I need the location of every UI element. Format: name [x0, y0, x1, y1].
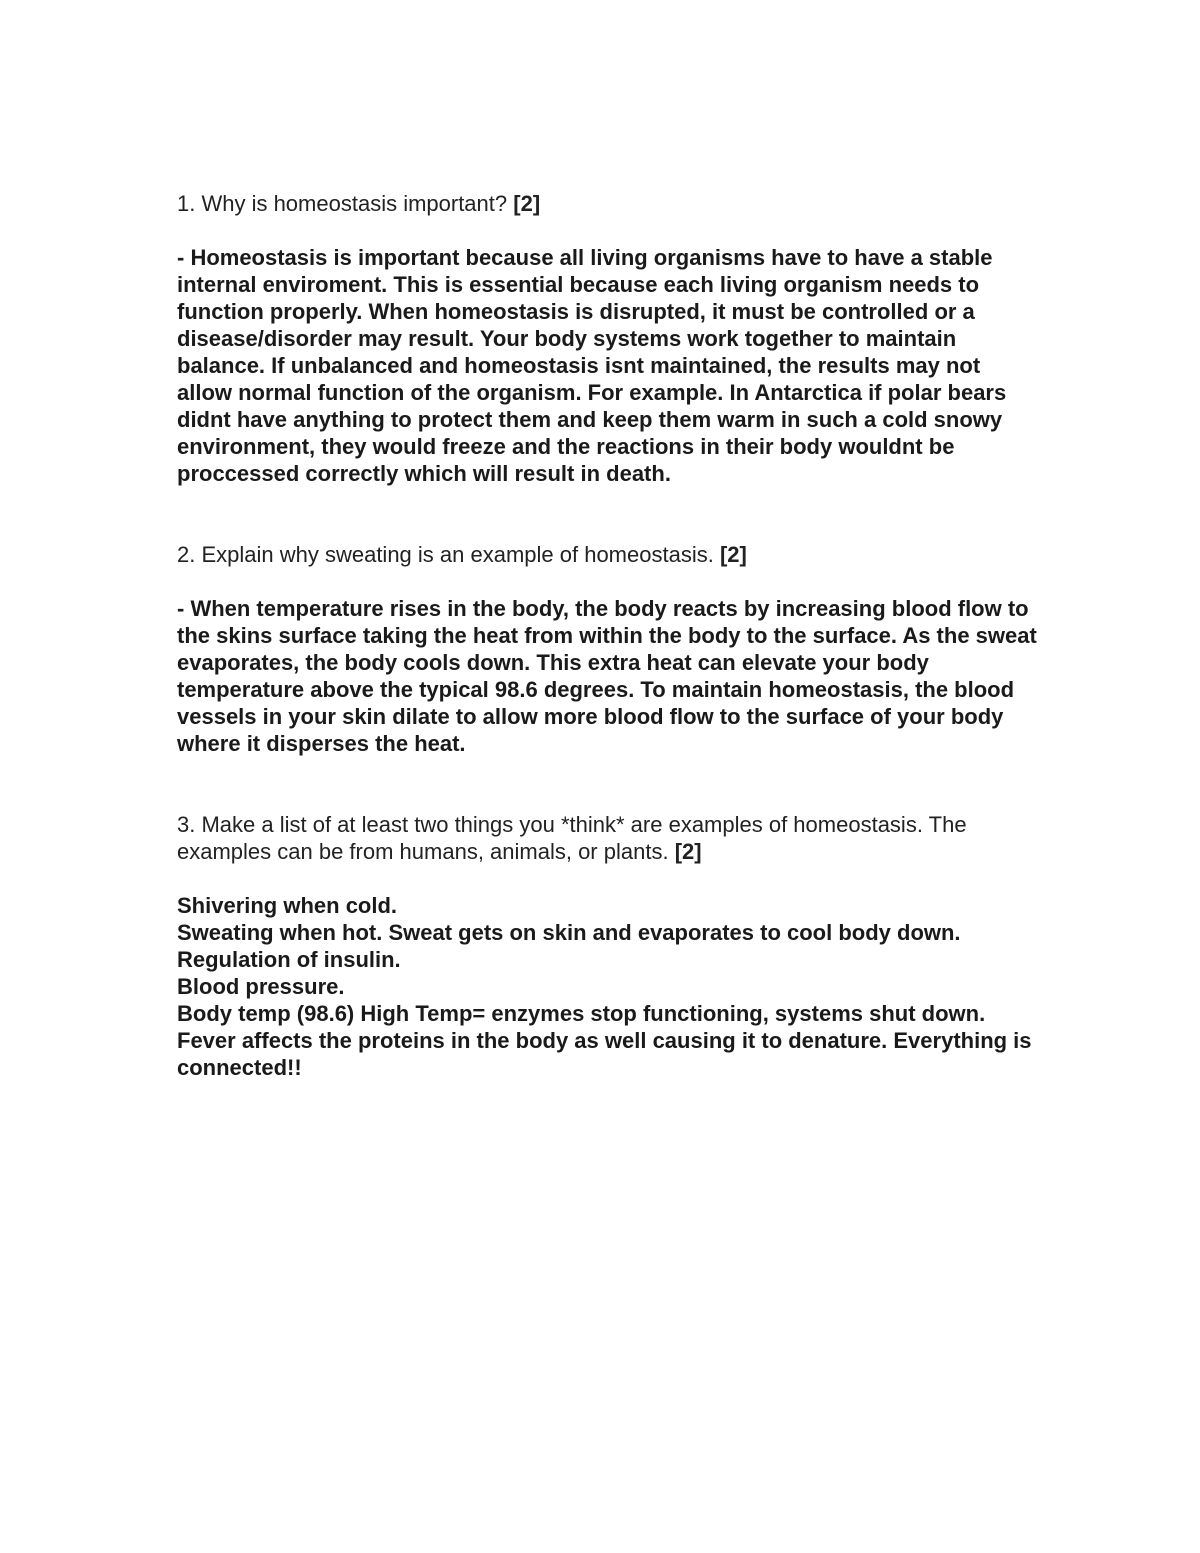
question-2-text: 2. Explain why sweating is an example of homeostasis.	[177, 542, 714, 567]
document-body	[177, 190, 1037, 1081]
list-item: Regulation of insulin.	[177, 947, 401, 972]
question-3-mark: [2]	[674, 839, 702, 864]
question-2	[177, 541, 1037, 568]
list-item: Shivering when cold.	[177, 893, 398, 918]
answer-2: - When temperature rises in the body, the body reacts by increasing blood flow to the skins surface taking the heat from within the body to the surface. As the sweat evaporates, the body cools down. This extra heat can elevate your body temperature above the typical 98.6 degrees. To maintain homeostasis, the blood vessels in your skin dilate to allow more blood flow to the surface of your body where it disperses the heat.	[177, 596, 1037, 756]
list-item: Body temp (98.6) High Temp= enzymes stop functioning, systems shut down. Fever affects the proteins in the body as well causing it to denature. Everything is connected!!	[177, 1001, 1032, 1080]
answer-1: - Homeostasis is important because all living organisms have to have a stable internal enviroment. This is essential because each living organism needs to function properly. When homeostasis is disrupted, it must be controlled or a disease/disorder may result. Your body systems work together to maintain balance. If unbalanced and homeostasis isnt maintained, the results may not allow normal function of the organism. For example. In Antarctica if polar bears didnt have anything to protect them and keep them warm in such a cold snowy environment, they would freeze and the reactions in their body wouldnt be proccessed correctly which will result in death.	[177, 245, 1007, 486]
list-item: Sweating when hot. Sweat gets on skin and evaporates to cool body down.	[177, 920, 961, 945]
question-1-text: 1. Why is homeostasis important?	[177, 191, 508, 216]
question-1-mark: [2]	[513, 191, 541, 216]
question-1	[177, 190, 1037, 217]
question-3	[177, 811, 1037, 865]
question-3-text: 3. Make a list of at least two things you *think* are examples of homeostasis. The examples can be from humans, animals, or plants.	[177, 812, 967, 864]
answer-3-list	[177, 892, 1037, 1081]
question-2-mark: [2]	[719, 542, 747, 567]
list-item: Blood pressure.	[177, 974, 345, 999]
